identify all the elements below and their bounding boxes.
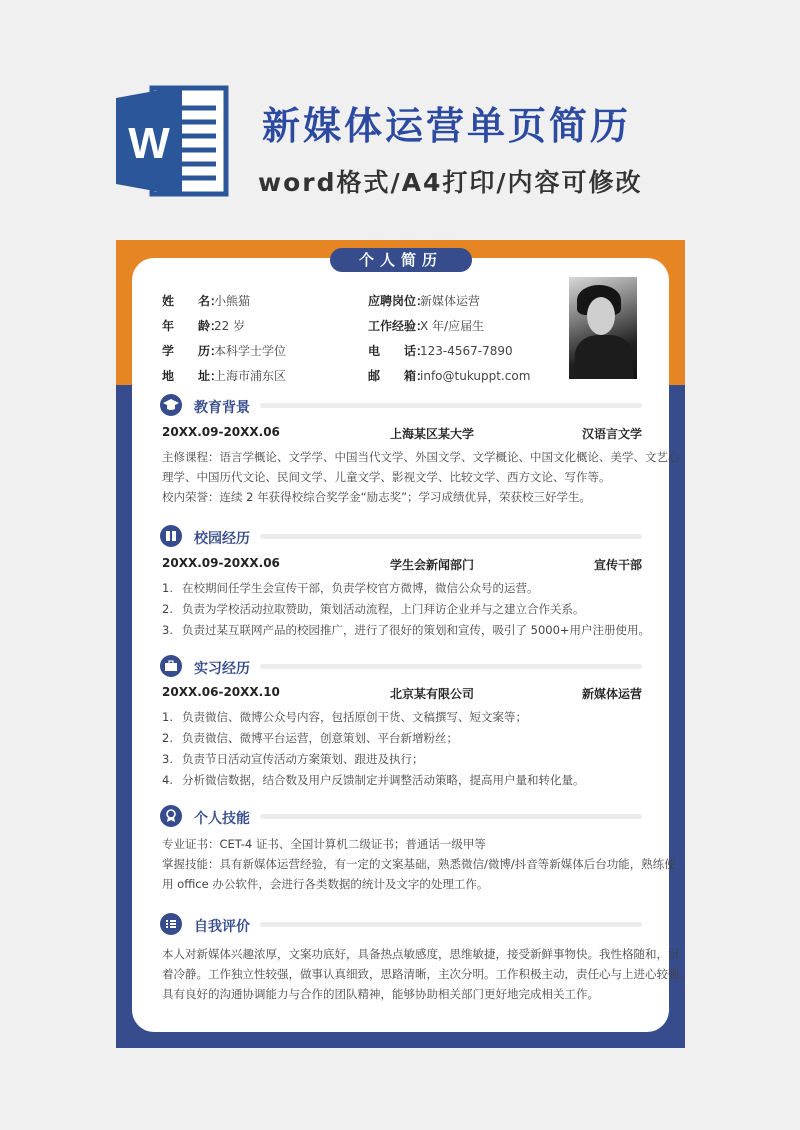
info-edu-label: 学 历： xyxy=(162,344,223,358)
list-item: 3. 负责节日活动宣传活动方案策划、跟进及执行； xyxy=(162,752,424,766)
info-addr xyxy=(162,367,286,384)
list-item: 2. 负责微信、微博平台运营，创意策划、平台新增粉丝； xyxy=(162,731,458,745)
intern-list xyxy=(162,707,644,791)
education-line: 主修课程：语言学概论、文学学、中国当代文学、外国文学、文学概论、中国文化概论、美学、文艺心 xyxy=(162,450,680,464)
campus-list xyxy=(162,578,651,641)
section-divider xyxy=(260,922,642,927)
info-age xyxy=(162,317,245,334)
section-divider xyxy=(260,534,642,539)
info-exp-label: 工作经验： xyxy=(368,319,429,333)
campus-org: 学生会新闻部门 xyxy=(390,558,475,572)
resume-title: 个人简历 xyxy=(330,248,472,272)
info-edu-value: 本科学士学位 xyxy=(214,344,287,358)
section-divider xyxy=(260,664,642,669)
education-line: 理学、中国历代文论、民间文学、儿童文学、影视文学、比较文学、西方文论、写作等。 xyxy=(162,470,611,484)
section-title-skills: 个人技能 xyxy=(194,811,250,827)
intern-date: 20XX.06-20XX.10 xyxy=(162,685,280,699)
education-details xyxy=(162,447,680,507)
info-email-label: 邮 箱： xyxy=(368,369,429,383)
skills-line: 掌握技能：具有新媒体运营经验，有一定的文案基础，熟悉微信/微博/抖音等新媒体后台功能，熟练使 xyxy=(162,857,676,871)
info-exp xyxy=(368,317,484,334)
self-line: 着冷静。工作独立性较强，做事认真细致，思路清晰，主次分明。工作积极主动，责任心与上进心较强， xyxy=(162,967,691,981)
skills-details xyxy=(162,834,676,894)
intern-role: 新媒体运营 xyxy=(581,687,642,701)
campus-date: 20XX.09-20XX.06 xyxy=(162,556,280,570)
info-phone-value: 123-4567-7890 xyxy=(420,344,513,358)
section-title-education: 教育背景 xyxy=(194,400,250,416)
info-addr-label: 地 址： xyxy=(162,369,223,383)
education-major: 汉语言文学 xyxy=(581,427,642,441)
section-title-campus: 校园经历 xyxy=(194,531,250,547)
education-date: 20XX.09-20XX.06 xyxy=(162,425,280,439)
info-phone xyxy=(368,342,513,359)
list-icon xyxy=(160,913,182,935)
info-exp-value: X 年/应届生 xyxy=(420,319,485,333)
self-line: 本人对新媒体兴趣浓厚，文案功底好，具备热点敏感度，思维敏捷，接受新鲜事物快。我性格随和，沉 xyxy=(162,947,680,961)
info-age-label: 年 龄： xyxy=(162,319,223,333)
list-item: 1. 在校期间任学生会宣传干部，负责学校官方微博，微信公众号的运营。 xyxy=(162,581,539,595)
info-addr-value: 上海市浦东区 xyxy=(214,369,287,383)
intern-org: 北京某有限公司 xyxy=(390,687,475,701)
education-school: 上海某区某大学 xyxy=(390,427,475,441)
info-phone-label: 电 话： xyxy=(368,344,429,358)
self-line: 具有良好的沟通协调能力与合作的团队精神，能够协助相关部门更好地完成相关工作。 xyxy=(162,987,599,1001)
info-name xyxy=(162,292,250,309)
info-email-value: info@tukuppt.com xyxy=(420,369,531,383)
list-item: 1. 负责微信、微博公众号内容，包括原创干货、文稿撰写、短文案等； xyxy=(162,710,527,724)
info-job-label: 应聘岗位： xyxy=(368,294,429,308)
section-divider xyxy=(260,814,642,819)
info-email xyxy=(368,367,530,384)
word-logo-letter: W xyxy=(128,119,170,168)
campus-role: 宣传干部 xyxy=(593,558,642,572)
info-job xyxy=(368,292,480,309)
education-line: 校内荣誉：连续 2 年获得校综合奖学金“励志奖”；学习成绩优异，荣获校三好学生。 xyxy=(162,490,592,504)
info-job-value: 新媒体运营 xyxy=(420,294,481,308)
banner-subline: word格式/A4打印/内容可修改 xyxy=(258,168,643,197)
list-item: 2. 负责为学校活动拉取赞助，策划活动流程，上门拜访企业并与之建立合作关系。 xyxy=(162,602,585,616)
book-icon xyxy=(160,525,182,547)
profile-photo xyxy=(569,277,637,379)
banner-headline: 新媒体运营单页简历 xyxy=(262,104,632,148)
section-title-self: 自我评价 xyxy=(194,919,250,935)
self-details xyxy=(162,944,691,1004)
award-icon xyxy=(160,805,182,827)
word-doc-icon xyxy=(112,82,232,200)
section-title-intern: 实习经历 xyxy=(194,661,250,677)
section-divider xyxy=(260,403,642,408)
briefcase-icon xyxy=(160,655,182,677)
info-edu xyxy=(162,342,286,359)
graduation-cap-icon xyxy=(160,394,182,416)
skills-line: 用 office 办公软件，会进行各类数据的统计及文字的处理工作。 xyxy=(162,877,489,891)
list-item: 3. 负责过某互联网产品的校园推广，进行了很好的策划和宣传，吸引了 5000+用户注册使用。 xyxy=(162,623,651,637)
list-item: 4. 分析微信数据，结合数及用户反馈制定并调整活动策略，提高用户量和转化量。 xyxy=(162,773,585,787)
info-name-label: 姓 名： xyxy=(162,294,223,308)
info-name-value: 小熊猫 xyxy=(214,294,251,308)
info-age-value: 22 岁 xyxy=(214,319,246,333)
skills-line: 专业证书：CET-4 证书、全国计算机二级证书；普通话一级甲等 xyxy=(162,837,486,851)
